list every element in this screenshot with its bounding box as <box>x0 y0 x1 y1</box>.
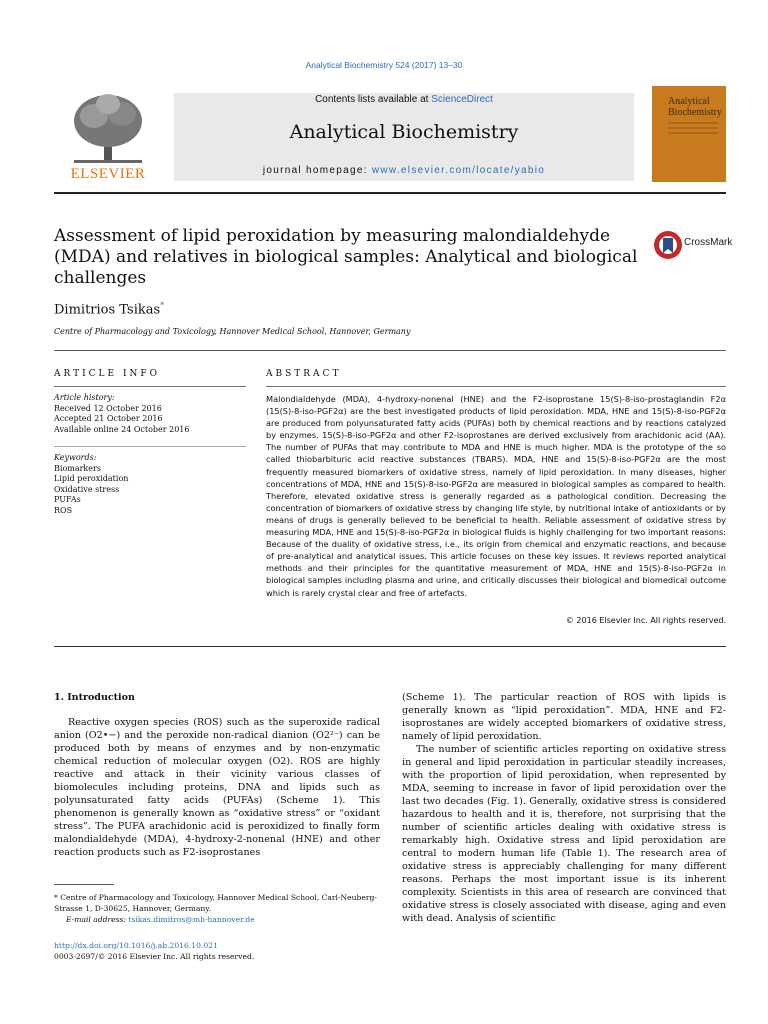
keyword-item: Oxidative stress <box>54 484 120 494</box>
body-paragraph: The number of scientific articles reporting on oxidative stress in general and lipid peroxidation in particular steadily increases, with the proportion of lipid peroxidation, when represented by MDA, seeming to increase in favor of lipid peroxidation over the last two decades (Fig. 1). Generally, oxidative stress is considered hazardous to health and it is, therefore, not surprising that the number of scientific articles dealing with oxidative stress is remarkably high. Oxidative stress and lipid peroxidation are central to modern human life (Table 1). The research area of oxidative stress is appreciably challenging for many different reasons. Perhaps the most important issue is its inherent complexity. Scientists in this area of research are convinced that oxidative stress is closely associated with disease, aging and even with dead. Analysis of scientific <box>402 744 726 924</box>
history-accepted: Accepted 21 October 2016 <box>54 414 163 423</box>
body-paragraph: (Scheme 1). The particular reaction of ROS with lipids is generally known as “lipid peroxidation”. MDA, HNE and F2-isoprostanes are widely accepted biomarkers of oxidative stress, namely of lipid peroxidation. <box>402 692 726 742</box>
article-info-heading: ARTICLE INFO <box>54 369 161 379</box>
homepage-prefix: journal homepage: <box>262 165 372 176</box>
author-footnote-mark[interactable]: * <box>160 301 165 310</box>
article-history <box>54 393 246 435</box>
author-name[interactable]: Dimitrios Tsikas <box>54 302 161 318</box>
keywords-label: Keywords: <box>54 453 97 462</box>
cover-title: Analytical Biochemistry <box>668 96 722 118</box>
contents-line <box>174 94 634 105</box>
article-title: Assessment of lipid peroxidation by measuring malondialdehyde (MDA) and relatives in biological samples: Analytical and biological challenges <box>54 226 638 288</box>
body-paragraph: Reactive oxygen species (ROS) such as the superoxide radical anion (O2•−) and the peroxide non-radical dianion (O2²⁻) can be produced both by means of enzymes and by non-enzymatic chemical reduction of molecular oxygen (O2). ROS are highly reactive and attack in their vicinity various classes of biomolecules including proteins, DNA and lipids such as polyunsaturated fatty acids (PUFAs) (Scheme 1). This phenomenon is generally known as “oxidative stress” or “oxidant stress”. The PUFA arachidonic acid is peroxidized to finally form malondialdehyde (MDA), 4-hydroxy-2-nonenal (HNE) and other reaction products such as F2-isoprostanes <box>54 717 380 858</box>
keyword-item: Lipid peroxidation <box>54 474 129 483</box>
publisher-logo-text: ELSEVIER <box>70 166 146 182</box>
corresponding-author-footnote <box>54 892 380 925</box>
abstract-text: Malondialdehyde (MDA), 4-hydroxy-nonenal (HNE) and the F2-isoprostane 15(S)-8-iso-prostaglandin F2α (15(S)-8-iso-PGF2α) are the best investigated products of lipid peroxidation. MDA, HNE and 15(S)-8-iso-PGF2α are produced from polyunsaturated fatty acids (PUFAs) both by chemical reactions and by reactions catalyzed by enzymes. 15(S)-8-iso-PGF2α and other F2-isoprostanes are derived exclusively from arachidonic acid (AA). The number of PUFAs that may contribute to MDA and HNE is much higher. MDA is the prototype of the so called thiobarbituric acid reactive substances (TBARS). MDA, HNE and 15(S)-8-iso-PGF2α are the most frequently measured biomarkers of oxidative stress, namely of lipid peroxidation. In many diseases, higher concentrations of MDA, HNE and 15(S)-8-iso-PGF2α are measured in biological samples as compared to health. Therefore, elevated oxidative stress is generally regarded as a pathological condition. Decreasing the concentration of biomarkers of oxidative stress by changing life style, by nutritional intake of antioxidants or by means of drugs is generally believed to be beneficial to health. Reliable assessment of oxidative stress by measuring MDA, HNE and 15(S)-8-iso-PGF2α in biological fluids is highly challenging for two important reasons: Because of the duality of oxidative stress, i.e., its origin from chemical and enzymatic reactions, and because of pre-analytical and analytical issues. This article focuses on these key issues. It reviews reported analytical methods and their principles for the quantitative measurement of MDA, HNE and 15(S)-8-iso-PGF2α in biological samples including plasma and urine, and critically discusses their biological and biomedical outcome which is rarely crystal clear and free of artefacts. <box>266 394 726 598</box>
info-divider <box>54 446 246 447</box>
cover-line <box>668 132 718 134</box>
header-divider <box>54 192 726 194</box>
cover-line <box>668 127 718 129</box>
homepage-line <box>174 165 634 176</box>
keywords-list <box>54 453 246 516</box>
journal-title: Analytical Biochemistry <box>289 121 519 143</box>
abstract-copyright: © 2016 Elsevier Inc. All rights reserved. <box>565 616 726 625</box>
abstract-divider <box>266 386 726 387</box>
email-label: E-mail address: <box>66 915 129 924</box>
keyword-item: ROS <box>54 505 73 515</box>
contents-prefix: Contents lists available at <box>315 94 432 105</box>
history-label: Article history: <box>54 393 115 402</box>
history-online: Available online 24 October 2016 <box>54 424 190 434</box>
journal-reference-link[interactable]: Analytical Biochemistry 524 (2017) 13–30 <box>305 60 463 70</box>
issn-line: 0003-2697/© 2016 Elsevier Inc. All rights reserved. <box>54 952 255 961</box>
section-heading-introduction: 1. Introduction <box>54 692 135 703</box>
affiliation: Centre of Pharmacology and Toxicology, Hannover Medical School, Hannover, Germany <box>54 327 411 336</box>
history-received: Received 12 October 2016 <box>54 403 162 413</box>
info-divider <box>54 386 246 387</box>
doi-block <box>54 940 380 962</box>
body-column-right <box>402 691 726 925</box>
homepage-link[interactable]: www.elsevier.com/locate/yabio <box>371 165 546 176</box>
doi-link[interactable]: http://dx.doi.org/10.1016/j.ab.2016.10.021 <box>54 941 218 950</box>
section-divider <box>54 350 726 351</box>
body-column-left <box>54 716 380 859</box>
author-email-link[interactable]: tsikas.dimitros@mh-hannover.de <box>128 915 255 924</box>
keyword-item: PUFAs <box>54 495 81 504</box>
abstract-heading: ABSTRACT <box>266 369 342 379</box>
sciencedirect-link[interactable]: ScienceDirect <box>431 94 493 105</box>
body-divider <box>54 646 726 647</box>
footnote-address: * Centre of Pharmacology and Toxicology, Hannover Medical School, Carl-Neuberg-Strasse 1, D-30625, Hannover, Germany. <box>54 893 377 913</box>
keyword-item: Biomarkers <box>54 463 101 473</box>
author-line <box>54 301 164 317</box>
crossmark-label[interactable]: CrossMark <box>684 237 733 248</box>
cover-line <box>668 122 718 124</box>
footnote-divider <box>54 884 114 885</box>
